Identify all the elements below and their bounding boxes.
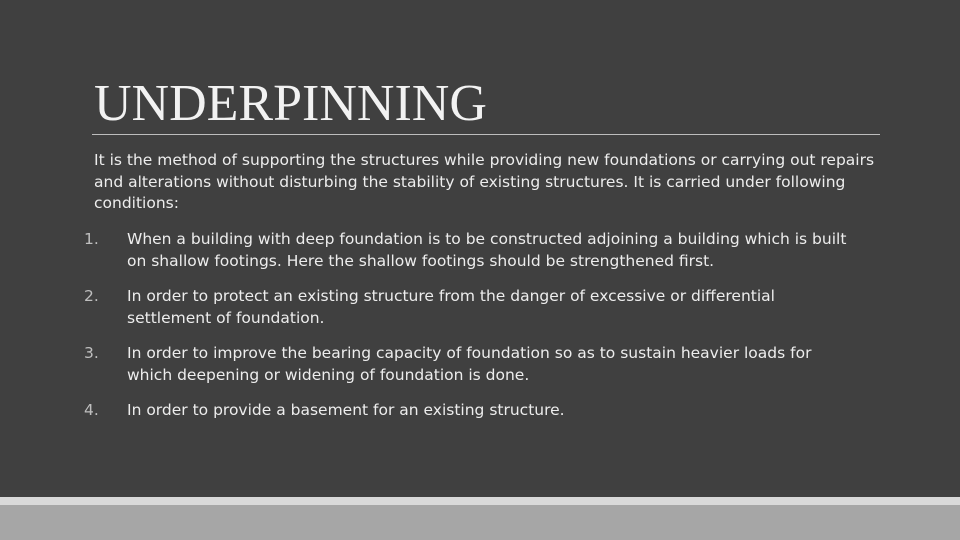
list-item-text: In order to provide a basement for an existing structure.: [127, 401, 565, 419]
intro-paragraph: It is the method of supporting the structures while providing new foundations or carrying out repairs and alterations without disturbing the stability of existing structures. It is carried under following conditions:: [94, 151, 875, 212]
slide-title: UNDERPINNING: [94, 75, 487, 132]
footer-base: [0, 505, 960, 540]
list-item-number: 2.: [84, 287, 99, 305]
list-item-number: 1.: [84, 230, 99, 248]
list-item-number: 3.: [84, 344, 99, 362]
footer-band: [0, 497, 960, 505]
title-divider: [92, 134, 880, 135]
list-item-text: In order to protect an existing structure from the danger of excessive or differential settlement of foundation.: [127, 287, 775, 327]
list-item-text: When a building with deep foundation is to be constructed adjoining a building which is built on shallow footings. Here the shallow footings should be strengthened first.: [127, 230, 847, 270]
list-item-text: In order to improve the bearing capacity of foundation so as to sustain heavier loads for which deepening or widening of foundation is done.: [127, 344, 812, 384]
list-item-number: 4.: [84, 401, 99, 419]
